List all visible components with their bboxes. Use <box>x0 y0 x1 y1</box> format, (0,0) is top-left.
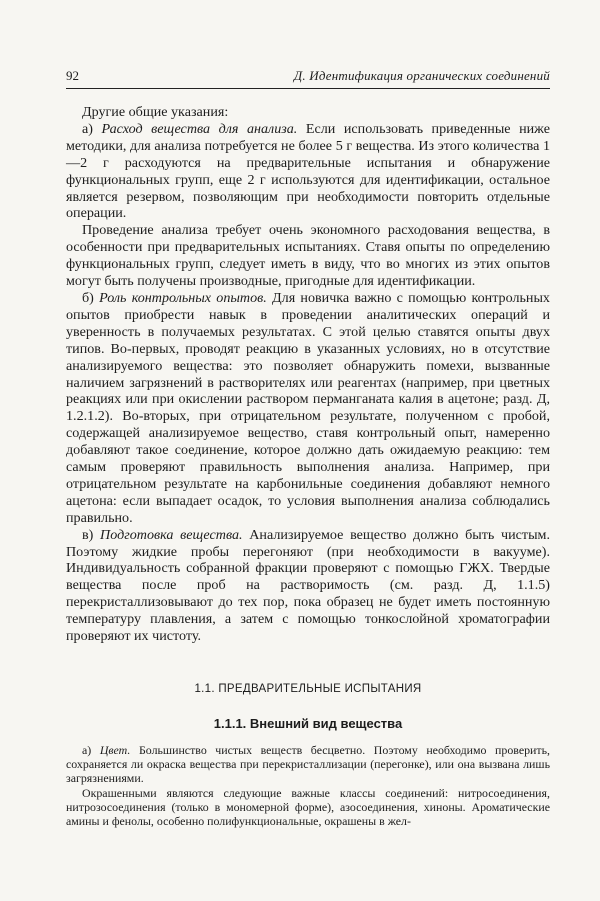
section-heading-1-1: 1.1. ПРЕДВАРИТЕЛЬНЫЕ ИСПЫТАНИЯ <box>194 683 422 695</box>
paragraph-b-title: Роль контрольных опытов. <box>99 289 267 306</box>
page-number: 92 <box>66 68 79 83</box>
small-print-text <box>66 743 550 828</box>
paragraph-b-label: б) <box>82 289 94 306</box>
paragraph-c-text: Анализируемое вещество должно быть чистым. Поэтому жидкие пробы перегоняют (при необходимости в вакууме). Индивидуальность собранной фракции проверяют с помощью ГЖХ. Твердые вещества после проб на растворимость (см. разд. Д, 1.1.5) перекристаллизовывают до тех пор, пока образец не будет иметь постоянную температуру плавления, а затем с помощью тонкослойной хроматографии проверяют их чистоту. <box>66 526 550 645</box>
page-header <box>66 66 550 89</box>
intro-line: Другие общие указания: <box>82 104 229 120</box>
paragraph-b <box>66 290 550 527</box>
paragraph-a-title: Расход вещества для анализа. <box>101 120 298 137</box>
small-paragraph-a-text: Большинство чистых веществ бесцветно. Поэтому необходимо проверить, сохраняется ли окраска вещества при перекристаллизации (перегонке), или она вызвана лишь загрязнениями. <box>66 743 551 786</box>
small-paragraph-a <box>66 743 550 786</box>
paragraph-a-label: а) <box>82 120 93 137</box>
small-paragraph-a-continued: Окрашенными являются следующие важные классы соединений: нитросоединения, нитрозосоединения (только в мономерной форме), азосоединения, хиноны. Ароматические амины и фенолы, особенно полифункциональные, окрашены в жел- <box>66 785 550 829</box>
paragraph-c <box>66 527 550 645</box>
paragraph-a-continued: Проведение анализа требует очень экономного расходования вещества, в особенности при предварительных испытаниях. Ставя опыты по определению функциональных групп, следует иметь в виду, что во многих из этих опытов могут быть получены производные, пригодные для идентификации. <box>66 222 550 290</box>
running-title: Д. Идентификация органических соединений <box>293 68 550 83</box>
small-paragraph-a-title: Цвет. <box>99 743 131 757</box>
paragraph-a-text: Если использовать приведенные ниже методики, для анализа потребуется не более 5 г вещества. Из этого количества 1—2 г расходуются на предварительные испытания и обнаружение функциональных групп, еще 2 г используются для идентификации, остальное является резервом, позволяющим при необходимости повторить отдельные операции. <box>66 120 550 222</box>
section-heading-1-1-1: 1.1.1. Внешний вид вещества <box>213 716 403 731</box>
paragraph-b-text: Для новичка важно с помощью контрольных опытов приобрести навык в проведении аналитических операций и уверенность в получаемых результатах. С этой целью ставятся опыты двух типов. Во-первых, проводят реакцию в указанных условиях, но в отсутствие анализируемого вещества: это позволяет обнаружить помехи, вызванные наличием загрязнений в растворителях или реагентах (например, при цветных реакциях или при окислении раствором перманганата калия в ацетоне; разд. Д, 1.2.1.2). Во-вторых, при отрицательном результате, полученном с пробой, содержащей анализируемое вещество, ставя контрольный опыт, намеренно добавляют такое соединение, которое должно дать ожидаемую реакцию: тем самым проверяют правильность выполнения анализа. Например, при отрицательном результате на карбонильные соединения добавляют немного ацетона: если выпадает осадок, то условия выполнения анализа соблюдались правильно. <box>66 289 550 526</box>
paragraph-c-label: в) <box>82 526 94 543</box>
paragraph-c-title: Подготовка вещества. <box>100 526 243 543</box>
small-paragraph-a-label: а) <box>82 743 92 757</box>
paragraph-a <box>66 121 550 222</box>
main-text <box>66 104 550 645</box>
